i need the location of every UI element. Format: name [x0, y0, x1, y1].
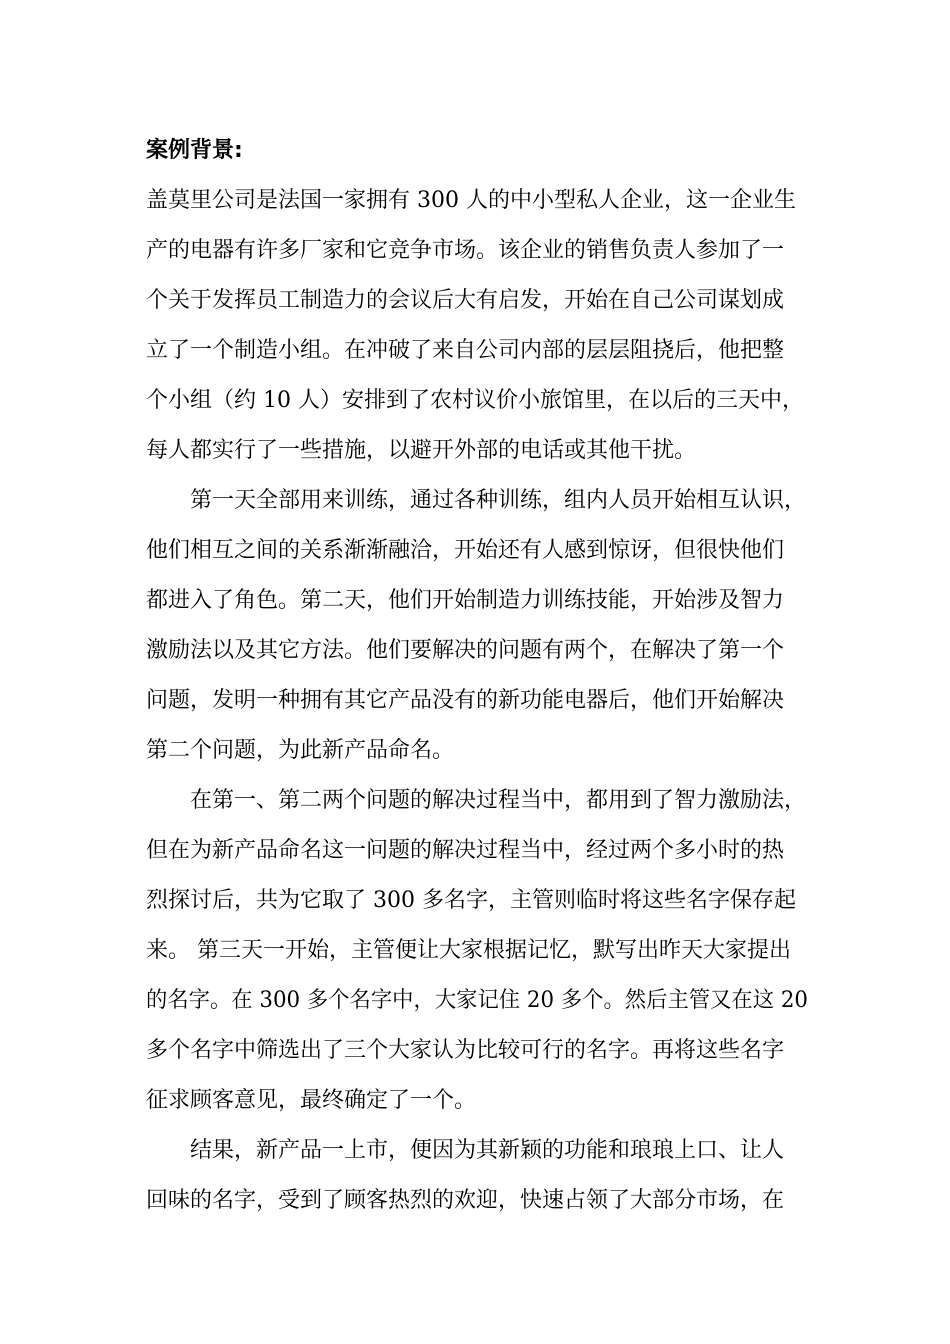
section-heading: 案例背景:: [146, 138, 243, 163]
paragraph-line: 都进入了角色。第二天，他们开始制造力训练技能，开始涉及智力: [146, 588, 785, 613]
paragraph-line: 多个名字中筛选出了三个大家认为比较可行的名字。再将这些名字: [146, 1038, 785, 1063]
paragraph-line: 每人都实行了一些措施，以避开外部的电话或其他干扰。: [146, 438, 697, 463]
paragraph-line: 激励法以及其它方法。他们要解决的问题有两个，在解决了第一个: [146, 638, 785, 663]
paragraph-line: 的名字。在 300 多个名字中，大家记住 20 多个。然后主管又在这 20: [146, 988, 808, 1013]
paragraph-line: 问题，发明一种拥有其它产品没有的新功能电器后，他们开始解决: [146, 688, 785, 713]
paragraph-line: 烈探讨后，共为它取了 300 多名字，主管则临时将这些名字保存起: [146, 888, 796, 913]
paragraph-line: 征求顾客意见，最终确定了一个。: [146, 1088, 477, 1113]
paragraph-line: 个关于发挥员工制造力的会议后大有启发，开始在自己公司谋划成: [146, 288, 785, 313]
paragraph-line: 来。 第三天一开始，主管便让大家根据记忆，默写出昨天大家提出: [146, 938, 791, 963]
paragraph-line: 第一天全部用来训练，通过各种训练，组内人员开始相互认识，: [190, 488, 807, 513]
paragraph-line: 立了一个制造小组。在冲破了来自公司内部的层层阻挠后，他把整: [146, 338, 785, 363]
paragraph-line: 个小组（约 10 人）安排到了农村议价小旅馆里，在以后的三天中，: [146, 388, 804, 413]
paragraph-line: 盖莫里公司是法国一家拥有 300 人的中小型私人企业，这一企业生: [146, 188, 796, 213]
paragraph-line: 在第一、第二两个问题的解决过程当中，都用到了智力激励法，: [190, 788, 807, 813]
paragraph-line: 他们相互之间的关系渐渐融洽，开始还有人感到惊讶，但很快他们: [146, 538, 785, 563]
paragraph-line: 产的电器有许多厂家和它竞争市场。该企业的销售负责人参加了一: [146, 238, 785, 263]
paragraph-line: 结果，新产品一上市，便因为其新颖的功能和琅琅上口、让人: [190, 1138, 785, 1163]
paragraph-line: 第二个问题，为此新产品命名。: [146, 738, 455, 763]
paragraph-line: 但在为新产品命名这一问题的解决过程当中，经过两个多小时的热: [146, 838, 785, 863]
paragraph-line: 回味的名字，受到了顾客热烈的欢迎，快速占领了大部分市场，在: [146, 1188, 785, 1213]
